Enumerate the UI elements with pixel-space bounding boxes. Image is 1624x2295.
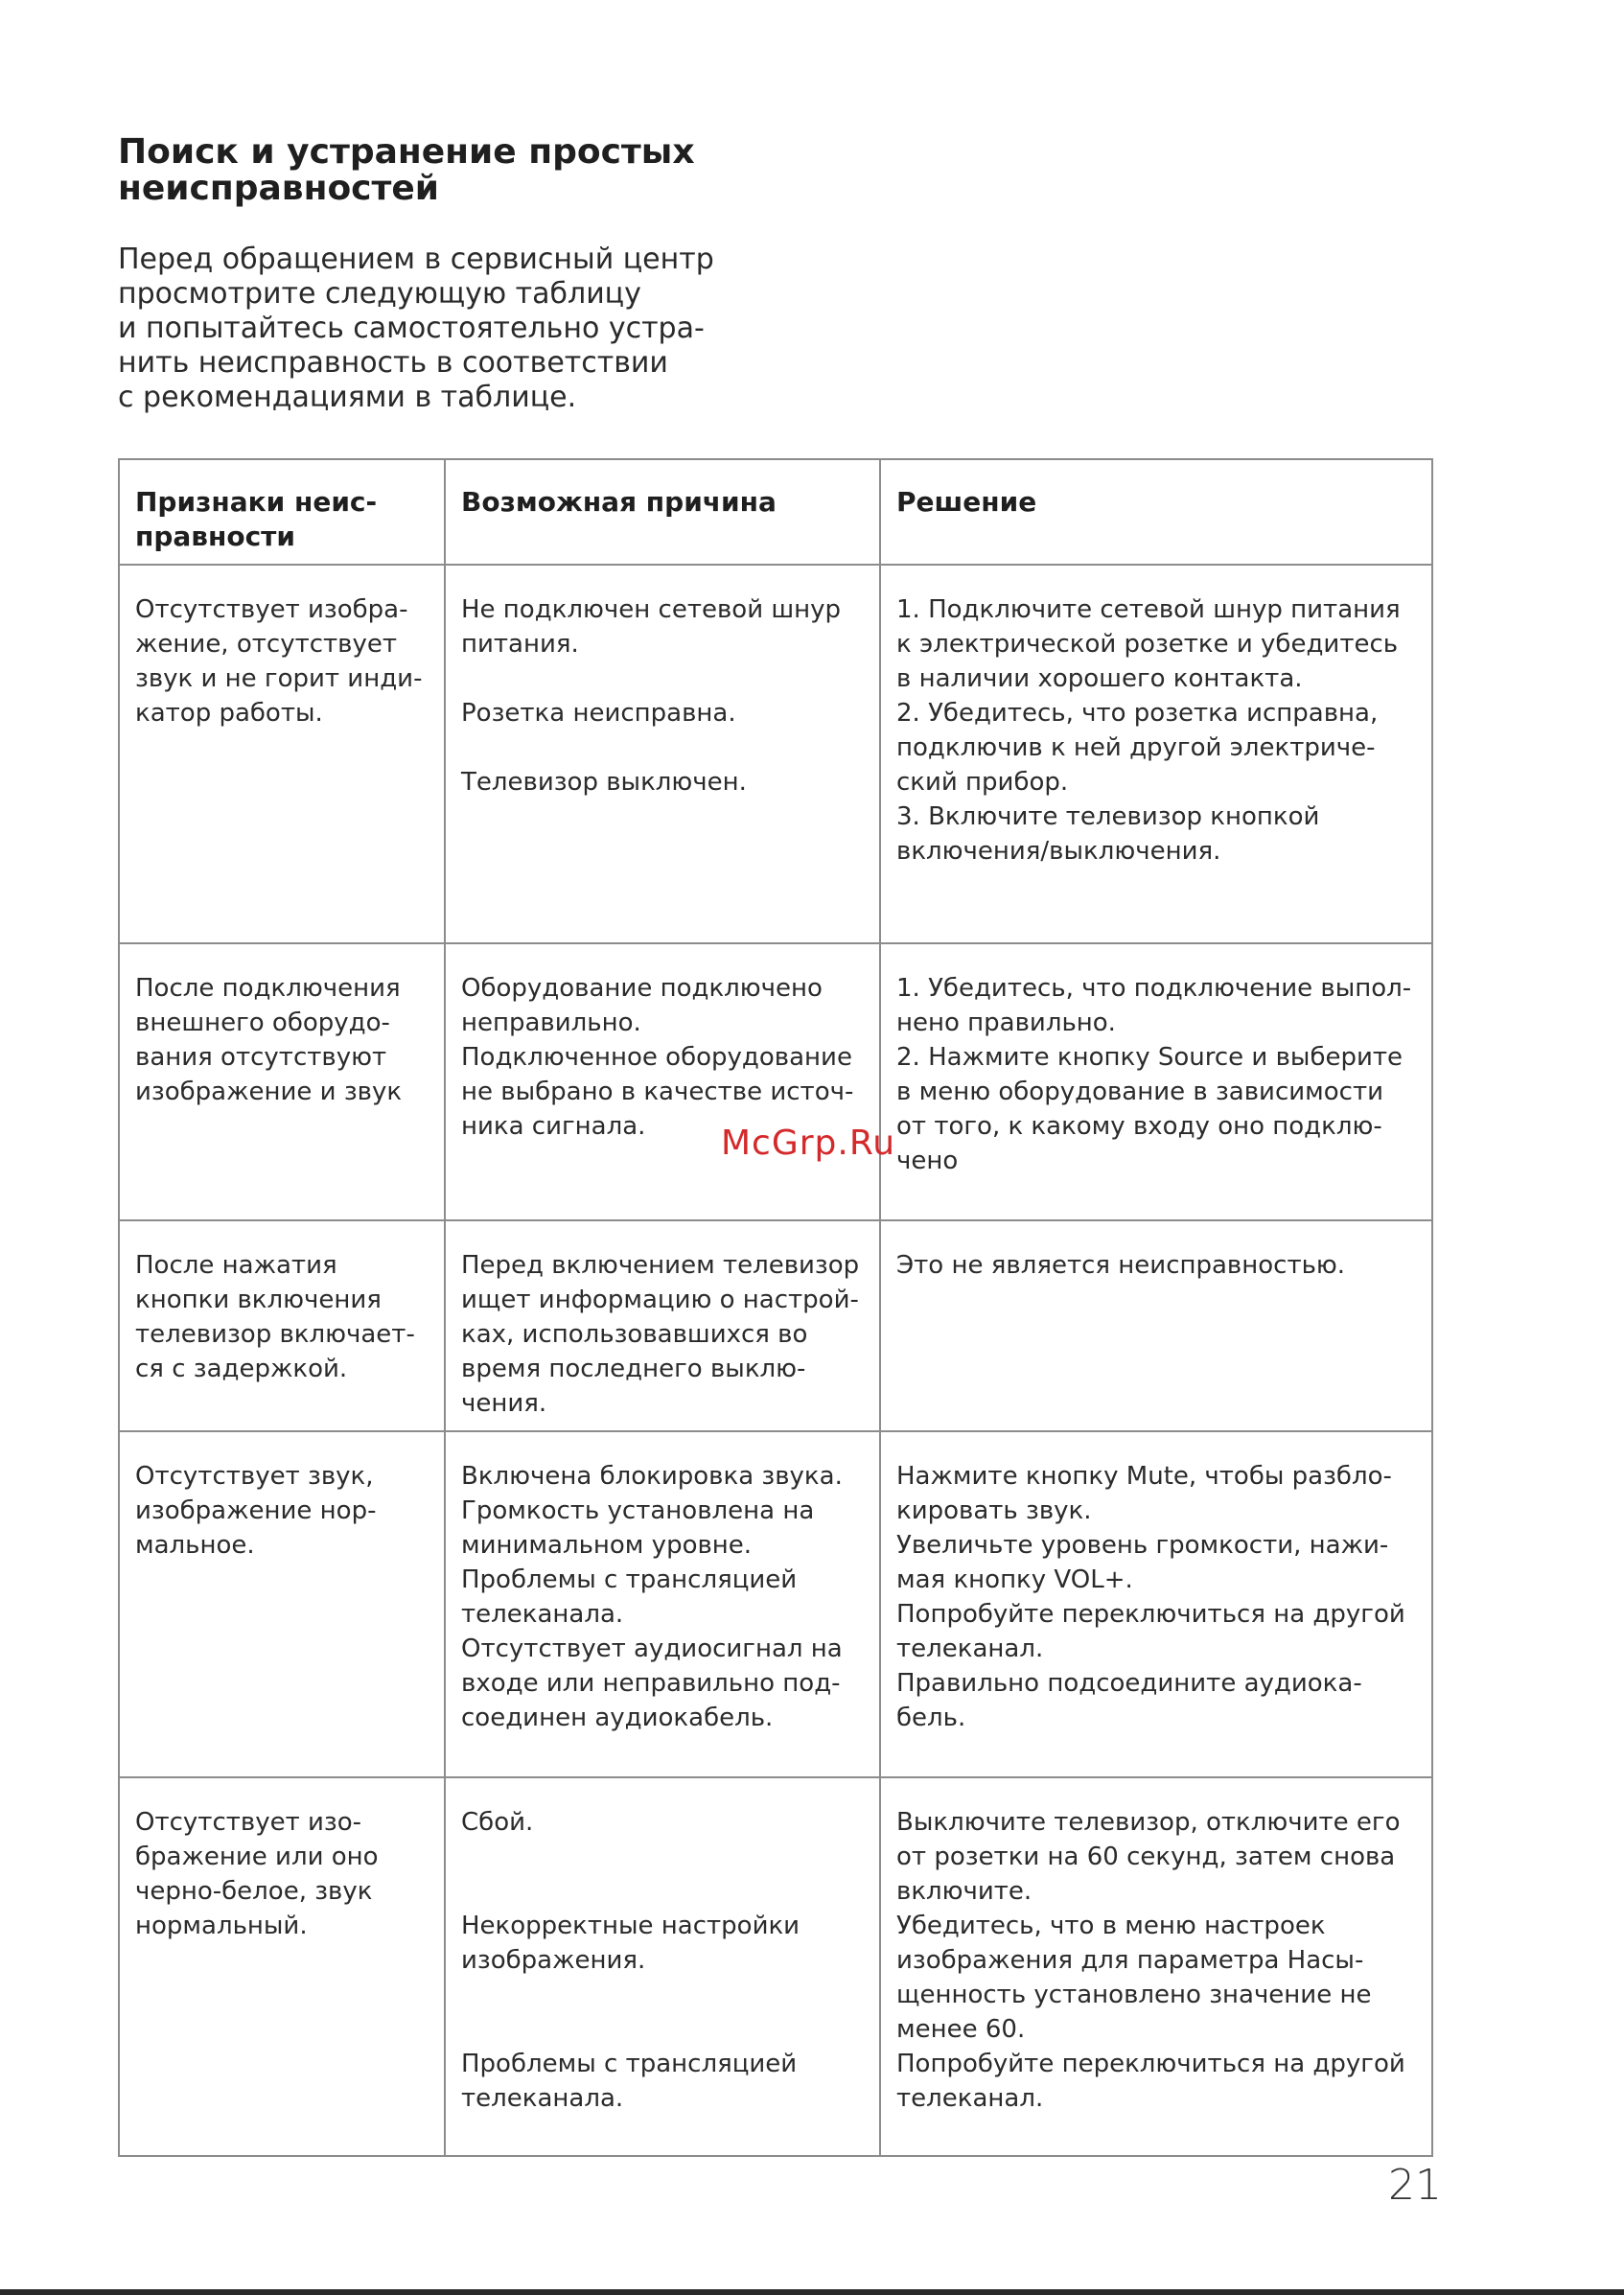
cell-line: менее 60. — [896, 2015, 1026, 2044]
cell-line: бражение или оно — [135, 1843, 379, 1871]
cell-line: Отсутствует изобра- — [135, 595, 408, 624]
cell-line: 3. Включите телевизор кнопкой — [896, 802, 1320, 831]
cell-line: ищет информацию о настрой- — [461, 1286, 859, 1314]
cell-line: Оборудование подключено — [461, 974, 823, 1003]
cell-line: телеканала. — [461, 2084, 624, 2113]
cause-cell — [445, 1777, 880, 2156]
cell-line: от розетки на 60 секунд, затем снова — [896, 1843, 1396, 1871]
cell-line: ника сигнала. — [461, 1112, 646, 1141]
cell-line: изображения. — [461, 1946, 646, 1975]
page-number: 21 — [1388, 2161, 1442, 2210]
cell-line: Нажмите кнопку Mute, чтобы разбло- — [896, 1462, 1392, 1491]
cell-line: Проблемы с трансляцией — [461, 1565, 798, 1594]
cell-line: жение, отсутствует — [135, 630, 398, 659]
cell-line: изображение нор- — [135, 1496, 377, 1525]
cell-line: Выключите телевизор, отключите его — [896, 1808, 1401, 1837]
cell-line: соединен аудиокабель. — [461, 1704, 774, 1732]
cell-line: Попробуйте переключиться на другой — [896, 2050, 1405, 2078]
cell-line: Телевизор выключен. — [461, 768, 747, 797]
cell-line: Это не является неисправностью. — [896, 1251, 1346, 1280]
cell-line: минимальном уровне. — [461, 1531, 753, 1560]
cell-line: катор работы. — [135, 699, 323, 728]
symptom-cell — [119, 565, 445, 943]
page-title — [118, 134, 789, 207]
cell-line: чено — [896, 1147, 959, 1175]
troubleshooting-table — [118, 458, 1433, 2157]
cell-line: черно-белое, звук — [135, 1877, 373, 1906]
cell-line: в меню оборудование в зависимости — [896, 1078, 1384, 1106]
cause-cell — [445, 943, 880, 1220]
solution-cell — [880, 1220, 1432, 1431]
cell-line: включите. — [896, 1877, 1032, 1906]
cause-cell — [445, 1220, 880, 1431]
intro-line: Перед обращением в сервисный центр — [118, 243, 714, 276]
cell-line: Отсутствует изо- — [135, 1808, 362, 1837]
header-cause — [445, 459, 880, 565]
table-row — [119, 1777, 1432, 2156]
intro-line: и попытайтесь самостоятельно устра- — [118, 312, 705, 345]
cell-line: чения. — [461, 1389, 547, 1418]
header-line: Решение — [896, 486, 1037, 518]
symptom-cell — [119, 943, 445, 1220]
cell-line: Некорректные настройки — [461, 1912, 800, 1940]
header-line: Признаки неис- — [135, 486, 378, 518]
title-line: неисправностей — [118, 169, 440, 208]
bottom-rule — [0, 2289, 1624, 2295]
cell-line: 2. Убедитесь, что розетка исправна, — [896, 699, 1379, 728]
cell-line: Правильно подсоедините аудиока- — [896, 1669, 1362, 1698]
cell-line: входе или неправильно под- — [461, 1669, 841, 1698]
cause-cell — [445, 565, 880, 943]
cell-line: в наличии хорошего контакта. — [896, 664, 1303, 693]
cell-line: 2. Нажмите кнопку Source и выберите — [896, 1043, 1404, 1072]
cell-line: После подключения — [135, 974, 401, 1003]
solution-cell — [880, 943, 1432, 1220]
cell-line: Проблемы с трансляцией — [461, 2050, 798, 2078]
cell-line: питания. — [461, 630, 579, 659]
cell-line: Не подключен сетевой шнур — [461, 595, 842, 624]
cell-line: не выбрано в качестве источ- — [461, 1078, 854, 1106]
intro-line: с рекомендациями в таблице. — [118, 381, 577, 414]
cell-line: кнопки включения — [135, 1286, 382, 1314]
cell-line: Убедитесь, что в меню настроек — [896, 1912, 1326, 1940]
cell-line: телеканал. — [896, 1634, 1044, 1663]
cell-line: Включена блокировка звука. — [461, 1462, 843, 1491]
table-header-row — [119, 459, 1432, 565]
cell-line: мальное. — [135, 1531, 255, 1560]
cause-cell — [445, 1431, 880, 1777]
cell-line: Сбой. — [461, 1808, 534, 1837]
cell-line: изображение и звук — [135, 1078, 403, 1106]
cell-line: После нажатия — [135, 1251, 337, 1280]
cell-line: нормальный. — [135, 1912, 308, 1940]
table-row — [119, 565, 1432, 943]
table-row — [119, 1220, 1432, 1431]
cell-line: подключив к ней другой электриче- — [896, 733, 1376, 762]
cell-line: 1. Подключите сетевой шнур питания — [896, 595, 1401, 624]
title-line: Поиск и устранение простых — [118, 132, 695, 172]
cell-line: кировать звук. — [896, 1496, 1092, 1525]
cell-line: время последнего выклю- — [461, 1355, 806, 1383]
cell-line: Громкость установлена на — [461, 1496, 815, 1525]
symptom-cell — [119, 1431, 445, 1777]
cell-line: 1. Убедитесь, что подключение выпол- — [896, 974, 1412, 1003]
solution-cell — [880, 565, 1432, 943]
cell-line: включения/выключения. — [896, 837, 1221, 866]
cell-line: телеканал. — [896, 2084, 1044, 2113]
cell-line: телеканала. — [461, 1600, 624, 1629]
watermark: McGrp.Ru — [721, 1124, 896, 1163]
cell-line: Подключенное оборудование — [461, 1043, 852, 1072]
header-symptoms — [119, 459, 445, 565]
cell-line: Попробуйте переключиться на другой — [896, 1600, 1405, 1629]
cell-line: Розетка неисправна. — [461, 699, 736, 728]
header-line: Возможная причина — [461, 486, 777, 518]
header-solution — [880, 459, 1432, 565]
cell-line: бель. — [896, 1704, 966, 1732]
cell-line: нено правильно. — [896, 1008, 1116, 1037]
cell-line: Отсутствует звук, — [135, 1462, 374, 1491]
table-row — [119, 943, 1432, 1220]
cell-line: неправильно. — [461, 1008, 641, 1037]
header-line: правности — [135, 521, 296, 552]
symptom-cell — [119, 1220, 445, 1431]
table-row — [119, 1431, 1432, 1777]
solution-cell — [880, 1777, 1432, 2156]
cell-line: ках, использовавшихся во — [461, 1320, 808, 1349]
intro-paragraph — [118, 243, 789, 415]
intro-line: нить неисправность в соответствии — [118, 346, 668, 380]
cell-line: Увеличьте уровень громкости, нажи- — [896, 1531, 1389, 1560]
cell-line: звук и не горит инди- — [135, 664, 423, 693]
cell-line: Отсутствует аудиосигнал на — [461, 1634, 843, 1663]
cell-line: к электрической розетке и убедитесь — [896, 630, 1399, 659]
cell-line: изображения для параметра Насы- — [896, 1946, 1364, 1975]
symptom-cell — [119, 1777, 445, 2156]
solution-cell — [880, 1431, 1432, 1777]
cell-line: Перед включением телевизор — [461, 1251, 860, 1280]
cell-line: от того, к какому входу оно подклю- — [896, 1112, 1382, 1141]
cell-line: щенность установлено значение не — [896, 1981, 1372, 2009]
cell-line: мая кнопку VOL+. — [896, 1565, 1133, 1594]
cell-line: внешнего оборудо- — [135, 1008, 390, 1037]
cell-line: вания отсутствуют — [135, 1043, 387, 1072]
cell-line: телевизор включает- — [135, 1320, 415, 1349]
cell-line: ся с задержкой. — [135, 1355, 348, 1383]
intro-line: просмотрите следующую таблицу — [118, 277, 641, 311]
cell-line: ский прибор. — [896, 768, 1069, 797]
